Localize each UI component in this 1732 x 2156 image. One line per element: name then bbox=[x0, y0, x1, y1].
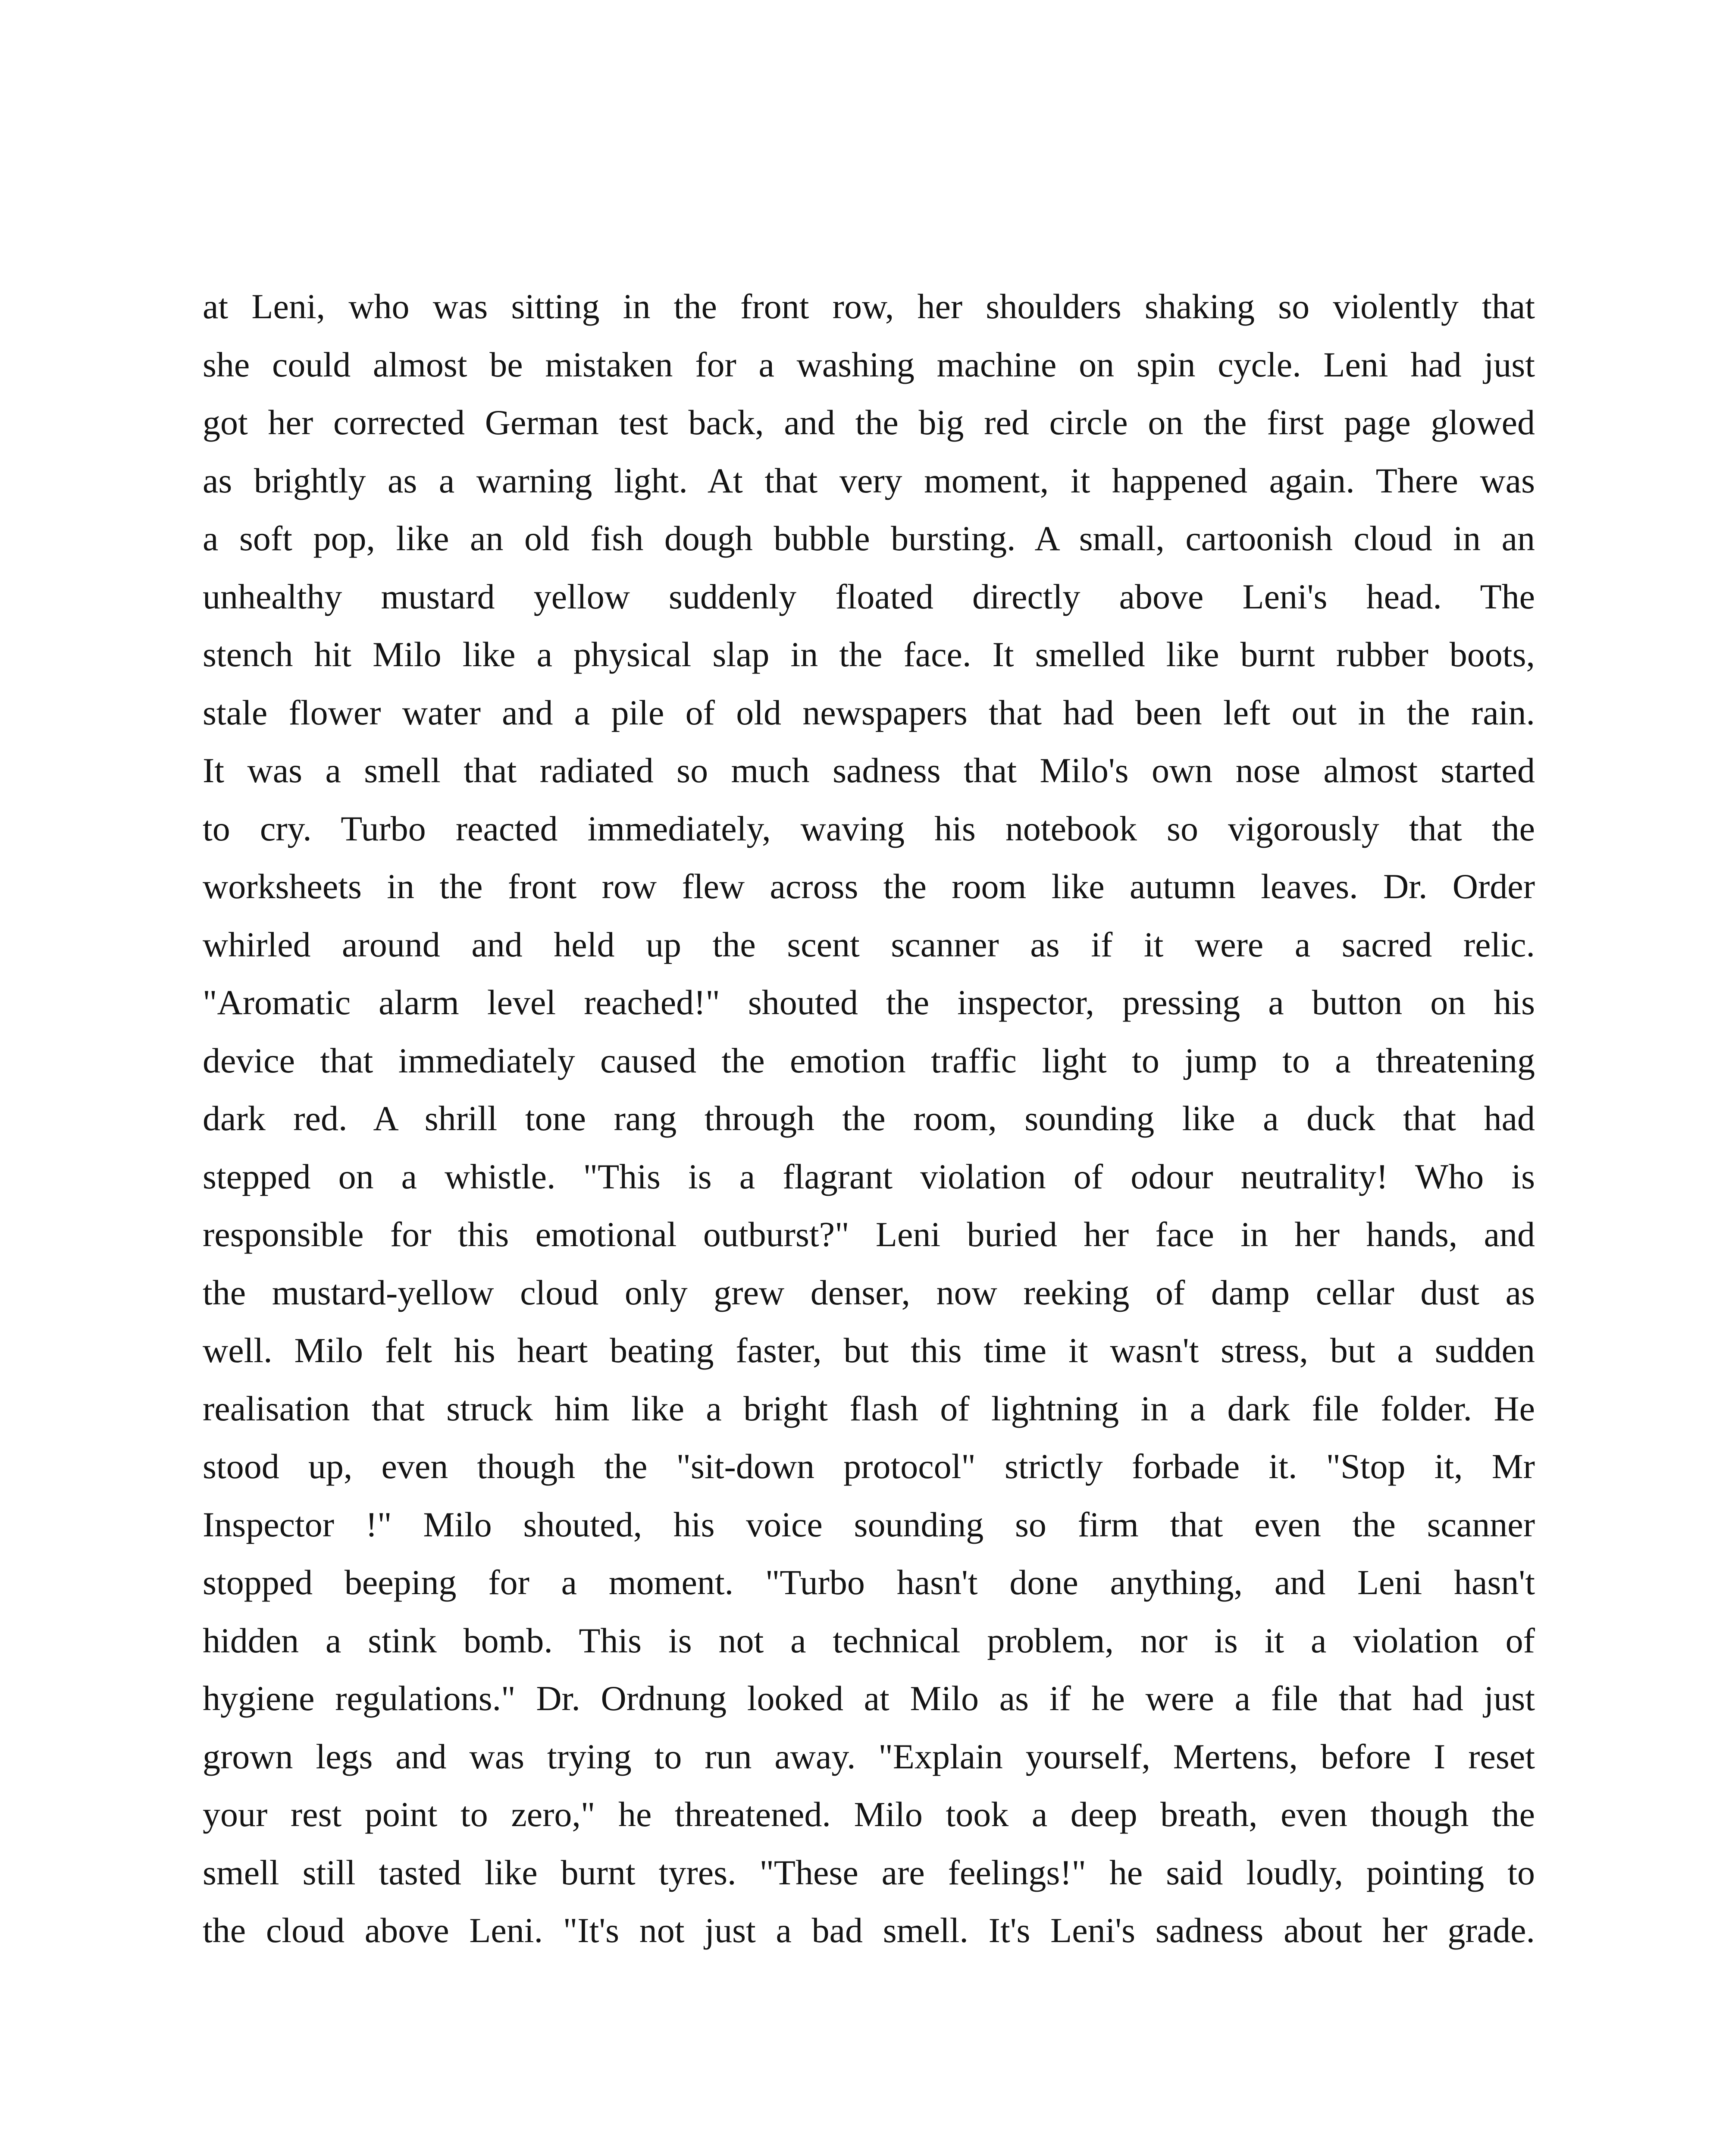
text-line: "Aromatic alarm level reached!" shouted the inspector, pressing a button on his bbox=[203, 983, 1535, 1022]
text-line: realisation that struck him like a bright flash of lightning in a dark file folder. He bbox=[203, 1388, 1535, 1428]
text-line: got her corrected German test back, and the big red circle on the first page glowed bbox=[203, 403, 1535, 442]
text-line: hidden a stink bomb. This is not a technical problem, nor is it a violation of bbox=[203, 1620, 1535, 1660]
text-line: It was a smell that radiated so much sadness that Milo's own nose almost started bbox=[203, 751, 1535, 790]
text-line: the cloud above Leni. "It's not just a bad smell. It's Leni's sadness about her grade. bbox=[203, 1911, 1535, 1950]
text-line: stood up, even though the "sit-down protocol" strictly forbade it. "Stop it, Mr bbox=[203, 1447, 1535, 1486]
body-text bbox=[203, 278, 1535, 1960]
text-line: smell still tasted like burnt tyres. "These are feelings!" he said loudly, pointing to bbox=[203, 1852, 1535, 1892]
text-line: responsible for this emotional outburst?" Leni buried her face in her hands, and bbox=[203, 1215, 1535, 1254]
text-line: at Leni, who was sitting in the front row, her shoulders shaking so violently that bbox=[203, 287, 1535, 326]
text-line: grown legs and was trying to run away. "Explain yourself, Mertens, before I reset bbox=[203, 1736, 1535, 1776]
text-line: hygiene regulations." Dr. Ordnung looked at Milo as if he were a file that had just bbox=[203, 1679, 1535, 1718]
text-line: Inspector !" Milo shouted, his voice sounding so firm that even the scanner bbox=[203, 1504, 1535, 1544]
text-line: stale flower water and a pile of old newspapers that had been left out in the rain. bbox=[203, 693, 1535, 732]
text-line: unhealthy mustard yellow suddenly floated directly above Leni's head. The bbox=[203, 577, 1535, 616]
text-line: dark red. A shrill tone rang through the room, sounding like a duck that had bbox=[203, 1099, 1535, 1138]
text-line: stopped beeping for a moment. "Turbo hasn't done anything, and Leni hasn't bbox=[203, 1563, 1535, 1602]
text-line: to cry. Turbo reacted immediately, waving his notebook so vigorously that the bbox=[203, 808, 1535, 848]
text-line: as brightly as a warning light. At that very moment, it happened again. There was bbox=[203, 461, 1535, 500]
text-line: worksheets in the front row flew across the room like autumn leaves. Dr. Order bbox=[203, 867, 1535, 906]
text-line: your rest point to zero," he threatened. Milo took a deep breath, even though the bbox=[203, 1795, 1535, 1834]
text-line: a soft pop, like an old fish dough bubble bursting. A small, cartoonish cloud in an bbox=[203, 519, 1535, 558]
text-line: she could almost be mistaken for a washing machine on spin cycle. Leni had just bbox=[203, 345, 1535, 384]
text-line: well. Milo felt his heart beating faster, but this time it wasn't stress, but a sudden bbox=[203, 1331, 1535, 1370]
text-line: the mustard-yellow cloud only grew denser, now reeking of damp cellar dust as bbox=[203, 1272, 1535, 1312]
text-line: whirled around and held up the scent scanner as if it were a sacred relic. bbox=[203, 924, 1535, 964]
text-line: stench hit Milo like a physical slap in the face. It smelled like burnt rubber boots, bbox=[203, 635, 1535, 674]
text-line: device that immediately caused the emotion traffic light to jump to a threatening bbox=[203, 1040, 1535, 1080]
text-line: stepped on a whistle. "This is a flagrant violation of odour neutrality! Who is bbox=[203, 1156, 1535, 1196]
